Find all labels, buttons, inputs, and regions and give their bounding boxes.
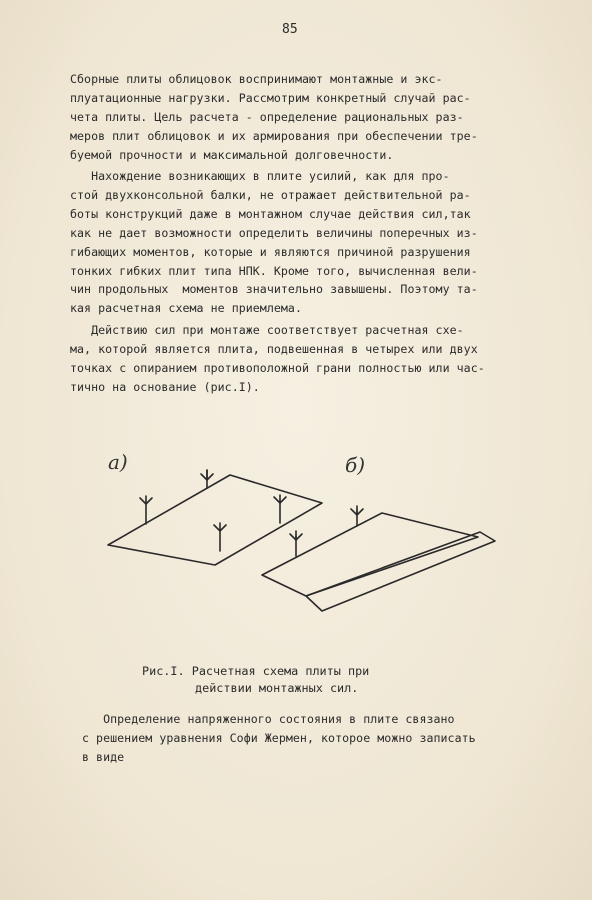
page-number: 85 — [282, 22, 298, 37]
paragraph-intro: Сборные плиты облицовок воспринимают монтажные и экс- плуатационные нагрузки. Рассмотрим конкретный случай рас- чета плиты. Цель расчета - определение рациональных раз- меров плит облицовок и их армирования при обеспечении тре- буемой прочности и максимальной долговечности. — [70, 72, 478, 162]
hanger-a3 — [214, 523, 226, 551]
paragraph-beam-analysis: Нахождение возникающих в плите усилий, как для про- стой двухконсольной балки, не отражает действительной ра- боты конструкций даже в монтажном случае действия сил,так как не дает возможности определить величины поперечных из- гибающих моментов, которые и являются причиной разрушения тонких гибких плит типа НПК. Кроме того, вычисленная вели- чин продольных моментов значительно завышены. Поэтому та- кая расчетная схема не приемлема. — [70, 169, 478, 316]
paragraph-stress-state: Определение напряженного состояния в плите связано с решением уравнения Софи Жермен, которое можно записать в виде — [82, 712, 476, 764]
slab-b — [262, 513, 478, 596]
hanger-b1 — [290, 531, 302, 556]
figure-caption-line2: действии монтажных сил. — [195, 681, 359, 695]
hanger-a1 — [140, 496, 152, 524]
figure-caption-line1: Рис.I. Расчетная схема плиты при — [142, 664, 370, 678]
figure-label-b: б) — [345, 453, 366, 477]
hanger-a4 — [274, 495, 286, 523]
slab-a — [108, 475, 322, 565]
figure-label-a: а) — [108, 450, 128, 474]
base-b — [306, 532, 495, 611]
paragraph-design-scheme: Действию сил при монтаже соответствует расчетная схе- ма, которой является плита, подвешенная в четырех или двух точках с опиранием противоположной грани полностью или час- тично на основание (рис.I). — [70, 323, 485, 394]
